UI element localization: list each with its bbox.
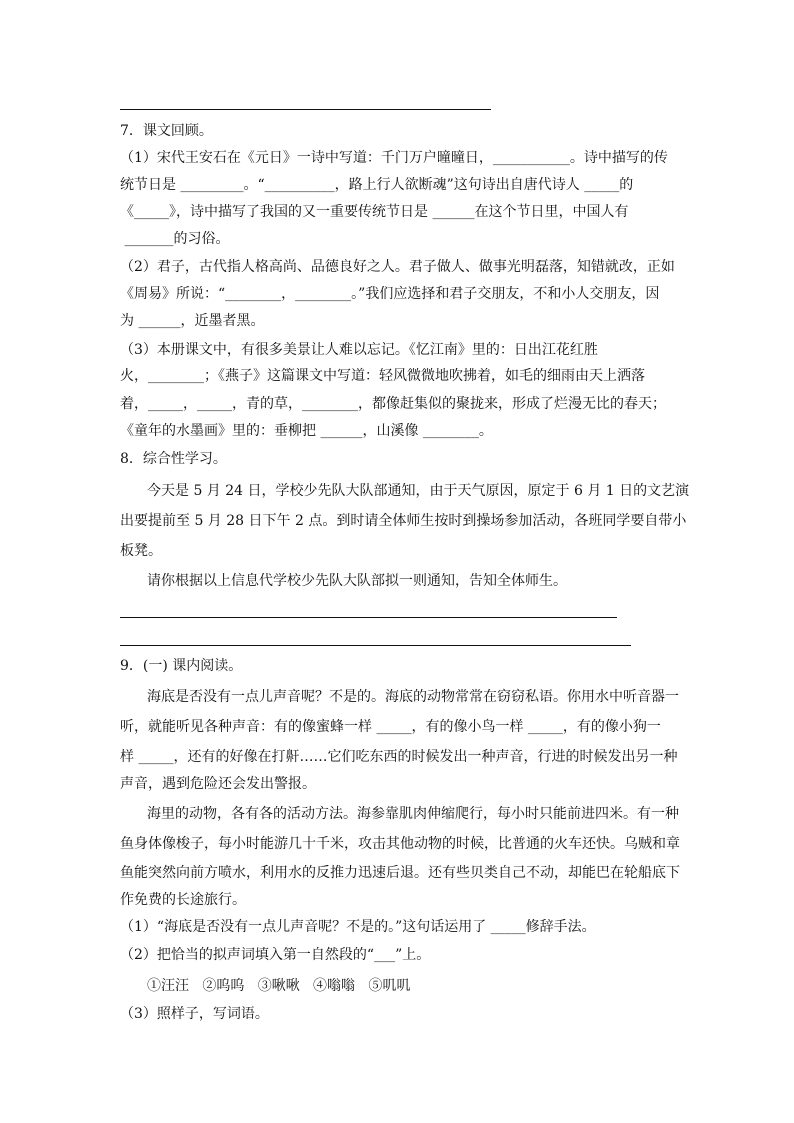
q8-title: 8．综合性学习。	[120, 451, 227, 467]
q7-title: 7．课文回顾。	[120, 123, 213, 139]
q7-p2-line1: （2）君子，古代指人格高尚、品德良好之人。君子做人、做事光明磊落，知错就改，正如	[120, 259, 675, 275]
q9-title: 9．(一) 课内阅读。	[120, 658, 243, 674]
q7-p1-line4: _______的习俗。	[120, 231, 230, 247]
q7-p3-line4: 《童年的水墨画》里的：垂柳把 ______，山溪像 ________。	[120, 423, 493, 439]
q7-p2-line3: 为 ______，近墨者黑。	[120, 313, 265, 329]
q9-para1-line2: 听，就能听见各种声音：有的像蜜蜂一样 _____，有的像小鸟一样 _____，有的像小狗一	[120, 719, 661, 735]
q8-para-line3: 板凳。	[120, 543, 162, 559]
q9-para1-line4: 声音，遇到危险还会发出警报。	[120, 776, 316, 792]
q8-instruction: 请你根据以上信息代学校少先队大队部拟一则通知，告知全体师生。	[147, 573, 567, 589]
q9-sub3: （3）照样子，写词语。	[120, 1006, 269, 1022]
q7-p1-line1: （1）宋代王安石在《元日》一诗中写道：千门万户曈曈日，___________。诗中描写的传	[120, 150, 668, 166]
q8-para-line1: 今天是 5 月 24 日，学校少先队大队部通知，由于天气原因，原定于 6 月 1 日的文艺演	[147, 483, 690, 499]
answer-line-1	[120, 617, 617, 618]
answer-line-top	[120, 109, 491, 110]
q7-p1-line3: 《_____》，诗中描写了我国的又一重要传统节日是 ______在这个节日里，中国人有	[120, 204, 629, 220]
q7-p2-line2: 《周易》所说：“________，________。”我们应选择和君子交朋友，不和小人交朋友，因	[120, 286, 660, 302]
q7-p3-line1: （3）本册课文中，有很多美景让人难以忘记。《忆江南》里的：日出江花红胜	[120, 342, 598, 358]
q9-sub1: （1）“海底是否没有一点儿声音呢？不是的。”这句话运用了 _____修辞手法。	[120, 919, 596, 935]
q7-p3-line3: 着，_____，_____，青的草，________，都像赶集似的聚拢来，形成了烂漫无比的春天；	[120, 396, 666, 412]
q9-para1-line1: 海底是否没有一点儿声音呢？不是的。海底的动物常常在窃窃私语。你用水中听音器一	[147, 689, 679, 705]
q9-sub2: （2）把恰当的拟声词填入第一自然段的“___”上。	[120, 947, 431, 963]
q8-para-line2: 出要提前至 5 月 28 日下午 2 点。到时请全体师生按时到操场参加活动，各班同学要自带小	[120, 513, 687, 529]
q9-para2-line3: 鱼能突然向前方喷水，利用水的反推力迅速后退。还有些贝类自己不动，却能巴在轮船底下	[120, 865, 680, 881]
q7-p1-line2: 统节日是 _________。“__________，路上行人欲断魂”这句诗出自唐代诗人 _____的	[120, 177, 634, 193]
q7-p3-line2: 火，________；《燕子》这篇课文中写道：轻风微微地吹拂着，如毛的细雨由天上洒落	[120, 368, 645, 384]
q9-para2-line4: 作免费的长途旅行。	[120, 892, 246, 908]
q9-para2-line1: 海里的动物，各有各的活动方法。海参靠肌肉伸缩爬行，每小时只能前进四米。有一种	[147, 806, 679, 822]
q9-para1-line3: 样 _____，还有的好像在打鼾……它们吃东西的时候发出一种声音，行进的时候发出另一种	[120, 749, 678, 765]
answer-line-2	[120, 645, 631, 646]
q9-options: ①汪汪 ②呜呜 ③啾啾 ④嗡嗡 ⑤叽叽	[147, 978, 411, 994]
q9-para2-line2: 鱼身体像梭子，每小时能游几十千米，攻击其他动物的时候，比普通的火车还快。乌贼和章	[120, 836, 680, 852]
